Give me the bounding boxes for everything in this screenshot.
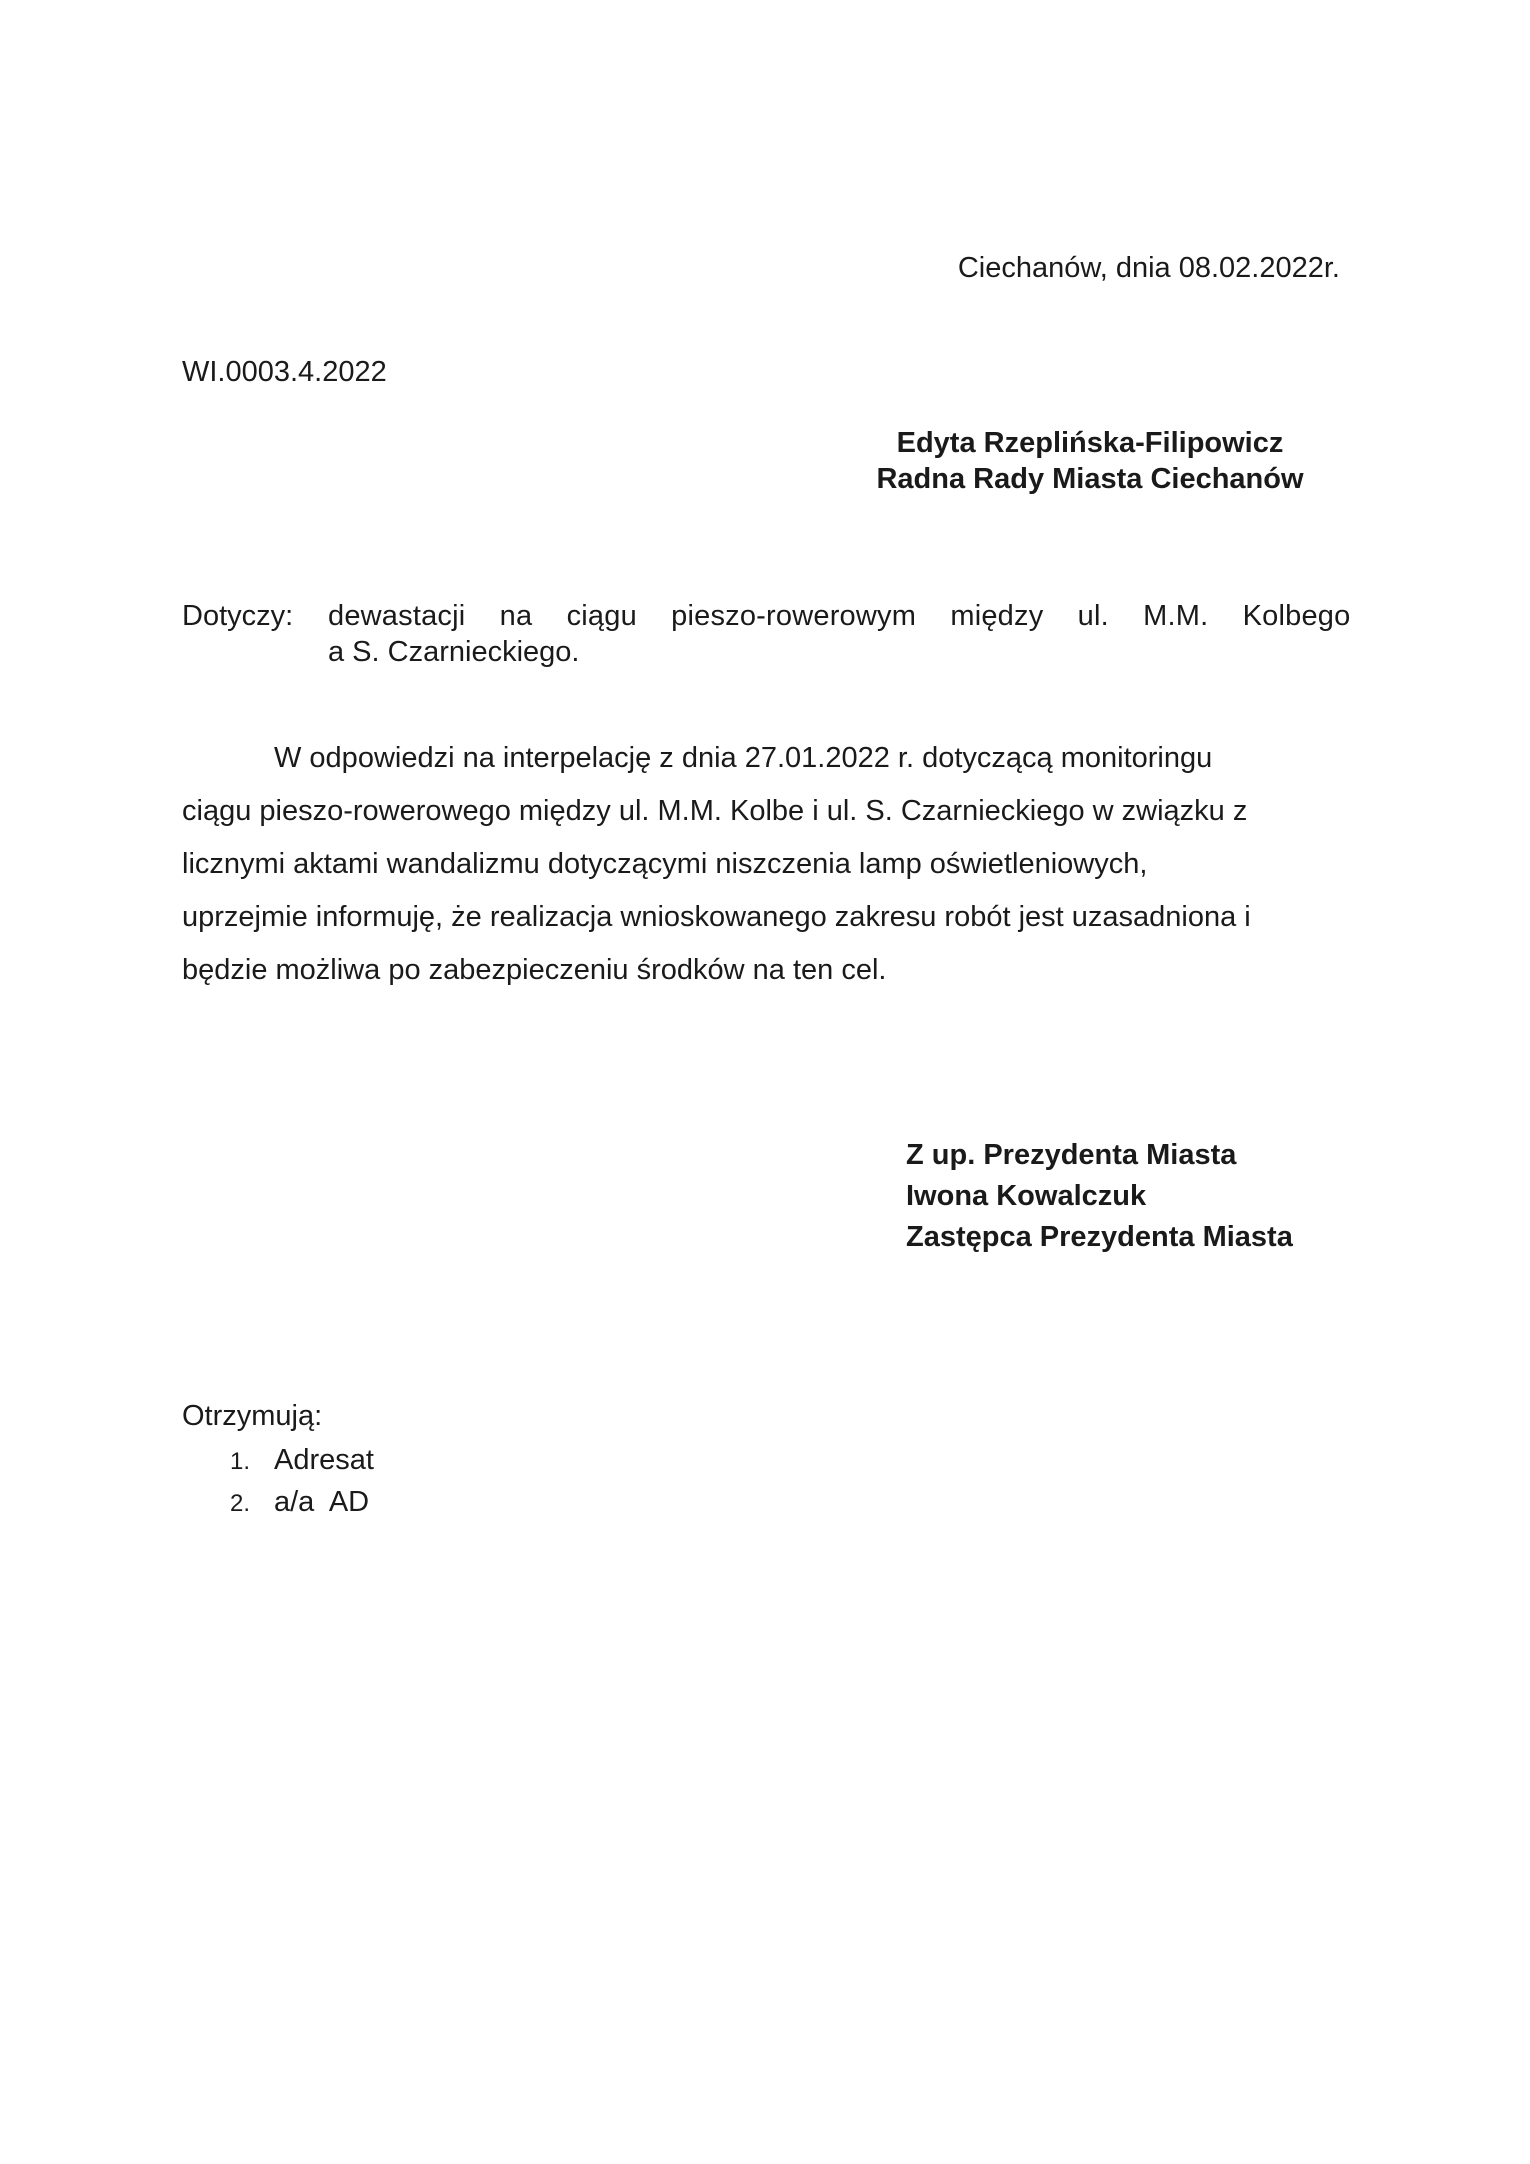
recipient-number: 2.	[230, 1490, 251, 1517]
recipient-number: 1.	[230, 1448, 251, 1475]
body-line-4: uprzejmie informuję, że realizacja wnioskowanego zakresu robót jest uzasadniona i	[182, 901, 1251, 933]
subject-line-1: dewastacji na ciągu pieszo-rowerowym między ul. M.M. Kolbego	[328, 600, 1351, 632]
body-line-3: licznymi aktami wandalizmu dotyczącymi niszczenia lamp oświetleniowych,	[182, 848, 1148, 880]
recipient-item	[182, 1484, 370, 1526]
body-line-1: W odpowiedzi na interpelację z dnia 27.01.2022 r. dotyczącą monitoringu	[274, 742, 1213, 774]
recipients-label: Otrzymują:	[182, 1400, 323, 1432]
subject-text	[328, 598, 1351, 670]
recipients-block	[182, 1398, 374, 1526]
recipient-text: Adresat	[274, 1444, 374, 1476]
body-line-5: będzie możliwa po zabezpieczeniu środków na ten cel.	[182, 954, 887, 986]
subject-label: Dotyczy:	[182, 600, 294, 632]
signature-line-1: Z up. Prezydenta Miasta	[906, 1139, 1237, 1171]
signature-role: Zastępca Prezydenta Miasta	[906, 1221, 1293, 1253]
recipient-item	[182, 1442, 374, 1484]
signature-name: Iwona Kowalczuk	[906, 1180, 1147, 1212]
signature-block	[906, 1137, 1293, 1260]
date-line: Ciechanów, dnia 08.02.2022r.	[957, 252, 1340, 284]
recipient-text: a/a AD	[274, 1486, 370, 1518]
reference-number: WI.0003.4.2022	[182, 356, 387, 388]
addressee-name: Edyta Rzeplińska-Filipowicz	[896, 427, 1284, 459]
subject-line-2: a S. Czarnieckiego.	[328, 636, 580, 668]
body-line-2: ciągu pieszo-rowerowego między ul. M.M. Kolbe i ul. S. Czarnieckiego w związku z	[182, 795, 1248, 827]
body-paragraph	[182, 740, 1342, 1005]
addressee-block	[850, 425, 1330, 497]
addressee-title: Radna Rady Miasta Ciechanów	[876, 463, 1304, 495]
